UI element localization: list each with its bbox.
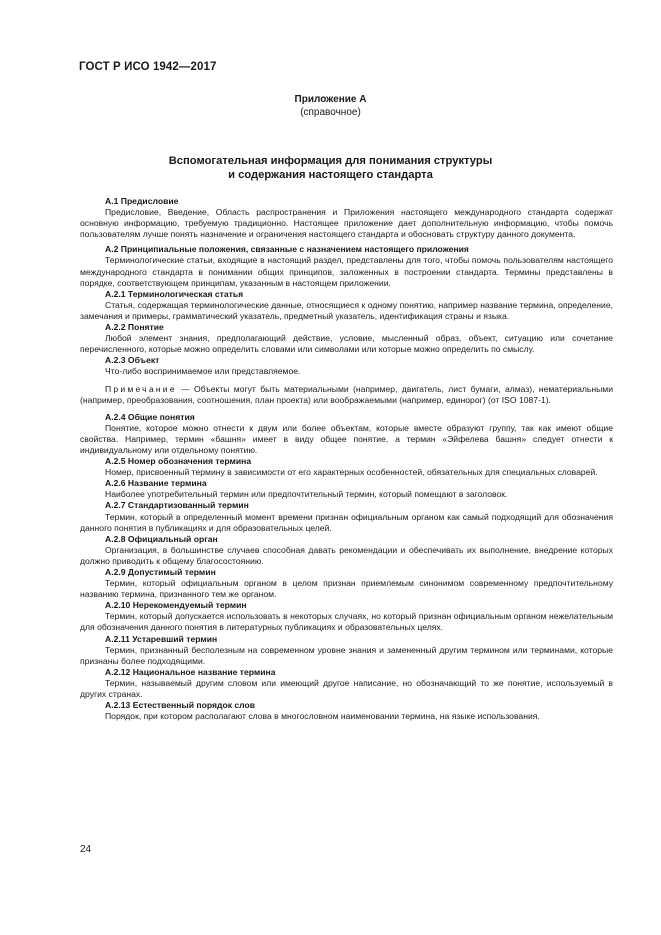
document-header: ГОСТ Р ИСО 1942—2017: [79, 61, 217, 73]
section-text-a21: Статья, содержащая терминологические данные, относящиеся к одному понятию, например название термина, определение, замечания и примеры, грамматический указатель, предметный указатель, идентификация страны и языка.: [80, 299, 613, 321]
page-number: 24: [80, 844, 92, 855]
section-text-a1: Предисловие, Введение, Область распространения и Приложения настоящего международного стандарта содержат основную информацию, требуемую традиционно. Настоящее приложение дает дополнительную информацию, чтобы помочь пользователям лучше понять назначение и ограничения настоящего стандарта и обосновать структуру данного документа.: [80, 207, 613, 240]
section-heading-a2: А.2 Принципиальные положения, связанные с назначением настоящего приложения: [105, 244, 469, 255]
section-text-a24: Понятие, которое можно отнести к двум или более объектам, которые вместе образуют группу, так как имеют общие свойства. Например, термин «башня» имеет в виду общее понятие, а термин «Эйфелева башня» следует отнести к индивидуальному или отдельному понятию.: [80, 422, 613, 455]
page-title-line-1: Вспомогательная информация для понимания структуры: [168, 155, 493, 167]
section-text-a22: Любой элемент знания, предполагающий действие, условие, мысленный образ, объект, ситуацию или сочетание перечисленного, которые можно определить словами или символами или которые можно определить по смыслу.: [80, 333, 613, 355]
section-text-a210: Термин, который допускается использовать в некоторых случаях, но который признан официальным органом нежелательным для обозначения данного понятия в литературных публикациях и образовательных целях.: [80, 611, 613, 633]
section-text-a28: Организация, в большинстве случаев способная давать рекомендации и обеспечивать их выполнение, внедрение которых должно приводить к общему благосостоянию.: [80, 544, 613, 566]
note: [80, 384, 613, 406]
section-heading-a29: А.2.9 Допустимый термин: [105, 567, 216, 577]
section-heading-a211: А.2.11 Устаревший термин: [105, 633, 218, 644]
document-body: [80, 196, 613, 722]
section-heading-a25: А.2.5 Номер обозначения термина: [105, 456, 252, 467]
section-text-a29: Термин, который официальным органом в целом признан приемлемым синонимом современному предпочтительному названию термина, признанного тем же органом.: [80, 578, 613, 600]
section-text-a2: Терминологические статьи, входящие в настоящий раздел, представлены для того, чтобы помочь пользователям настоящего международного стандарта в понимании общих принципов, заложенных в построении стандарта. Термины представлены в порядке, соответствующем принципам, указанным в настоящем приложении.: [80, 255, 613, 288]
page-title: [0, 154, 661, 182]
section-heading-a27: А.2.7 Стандартизованный термин: [105, 500, 249, 511]
section-heading-a210: А.2.10 Нерекомендуемый термин: [105, 600, 247, 611]
section-text-a211: Термин, признанный бесполезным на современном уровне знания и замененный другим термином или терминами, которые признаны более подходящими.: [80, 644, 613, 666]
section-heading-a213: А.2.13 Естественный порядок слов: [105, 700, 256, 711]
section-text-a26: Наиболее употребительный термин или предпочтительный термин, который помещают в заголовок.: [105, 489, 508, 500]
page-title-line-2: и содержания настоящего стандарта: [228, 169, 433, 181]
section-heading-a24: А.2.4 Общие понятия: [105, 411, 195, 422]
note-label: Примечание: [105, 383, 177, 394]
section-heading-a21: А.2.1 Терминологическая статья: [105, 288, 244, 299]
section-text-a27: Термин, который в определенный момент времени признан официальным органом как самый подходящий для обозначения данного понятия в публикациях и для образовательных целей.: [80, 511, 613, 533]
section-heading-a212: А.2.12 Национальное название термина: [105, 666, 276, 677]
note-text: — Объекты могут быть материальными (например, двигатель, лист бумаги, алмаз), нематериальными (например, преобразования, соотношения, план проекта) или воображаемыми (например, единорог) (от ISO 1087-1).: [80, 383, 613, 405]
section-text-a213: Порядок, при котором располагают слова в многословном наименовании термина, на языке использования.: [105, 711, 540, 722]
annex-subtitle: (справочное): [300, 107, 361, 118]
section-text-a23: Что-либо воспринимаемое или представляемое.: [105, 366, 301, 377]
section-text-a25: Номер, присвоенный термину в зависимости от его характерных особенностей, обязательных для специальных словарей.: [105, 467, 598, 478]
section-text-a212: Термин, называемый другим словом или имеющий другое написание, но обозначающий то же понятие, используемый в других странах.: [80, 677, 613, 700]
section-heading-a28: А.2.8 Официальный орган: [105, 533, 218, 544]
section-heading-a26: А.2.6 Название термина: [105, 478, 207, 489]
section-heading-a1: А.1 Предисловие: [105, 196, 179, 206]
section-heading-a23: А.2.3 Объект: [105, 355, 160, 366]
annex-title: Приложение А: [294, 94, 367, 105]
section-heading-a22: А.2.2 Понятие: [105, 322, 164, 333]
